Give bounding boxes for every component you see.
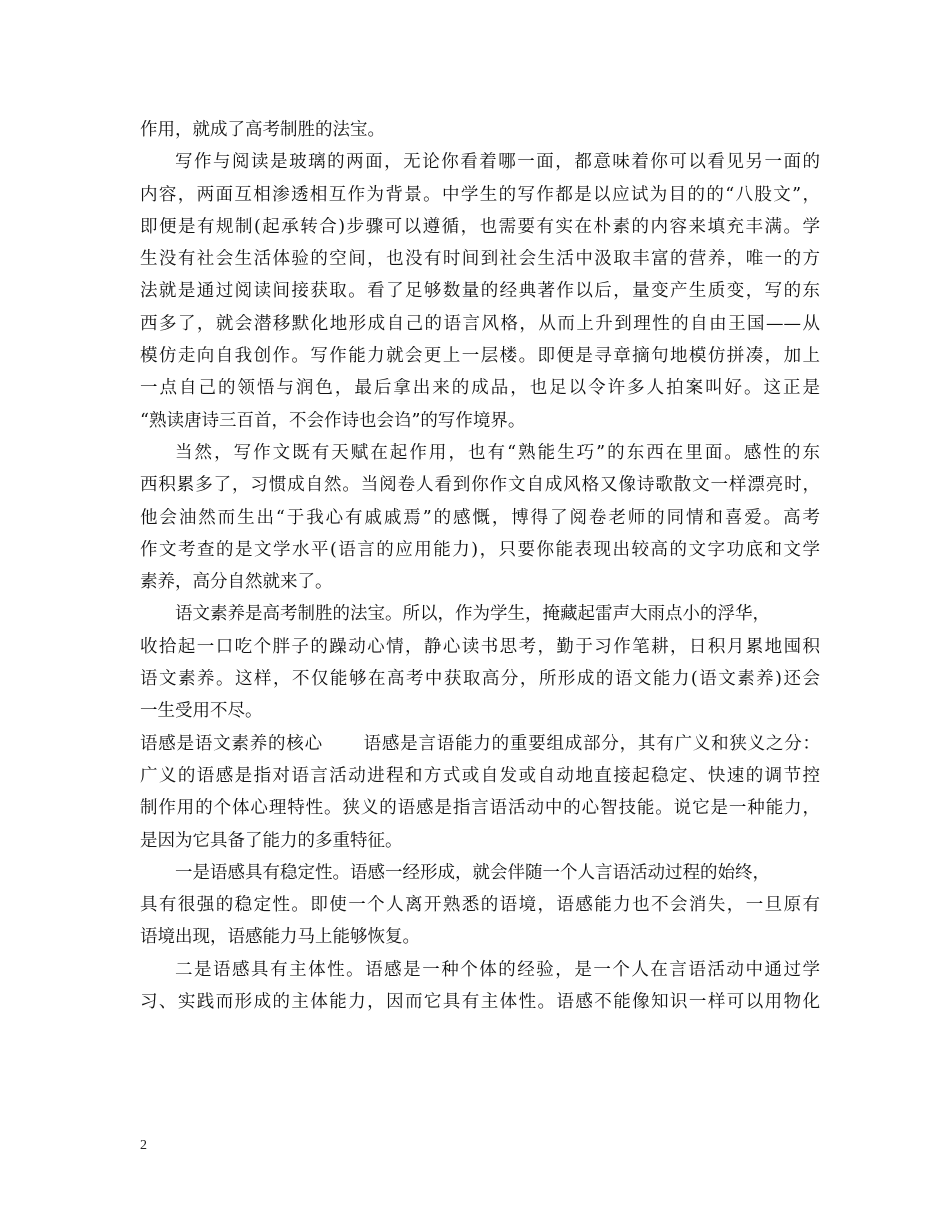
text-line: 写作与阅读是玻璃的两面，无论你看着哪一面，都意味着你可以看见另一面的 [175, 152, 820, 173]
heading-line [140, 728, 820, 760]
text-line: 一是语感具有稳定性。语感一经形成，就会伴随一个人言语活动过程的始终， [175, 862, 770, 883]
text-line: 语境出现，语感能力马上能够恢复。 [140, 927, 420, 948]
text-line: 模仿走向自我创作。写作能力就会更上一层楼。即便是寻章摘句地模仿拼凑，加上 [140, 346, 820, 367]
text-line: 一生受用不尽。 [140, 701, 263, 722]
text-line: 作文考查的是文学水平(语言的应用能力)，只要你能表现出较高的文字功底和文学 [140, 539, 820, 560]
section-heading: 语感是语文素养的核心 [140, 733, 323, 754]
text-line: 当然，写作文既有天赋在起作用，也有“熟能生巧”的东西在里面。感性的东 [175, 442, 820, 463]
text-line: 广义的语感是指对语言活动进程和方式或自发或自动地直接起稳定、快速的调节控 [140, 765, 820, 786]
text-line: 具有很强的稳定性。即使一个人离开熟悉的语境，语感能力也不会消失，一旦原有 [140, 895, 820, 916]
text-line: 制作用的个体心理特性。狭义的语感是指言语活动中的心智技能。说它是一种能力， [140, 798, 820, 819]
text-line: 即便是有规制(起承转合)步骤可以遵循，也需要有实在朴素的内容来填充丰满。学 [140, 216, 820, 237]
text-run: 语感是言语能力的重要组成部分，其有广义和狭义之分： [362, 733, 821, 754]
text-line: 素养，高分自然就来了。 [140, 572, 333, 593]
text-line: 二是语感具有主体性。语感是一种个体的经验，是一个人在言语活动中通过学 [175, 959, 820, 980]
text-line: 生没有社会生活体验的空间，也没有时间到社会生活中汲取丰富的营养，唯一的方 [140, 249, 820, 270]
text-line: “熟读唐诗三百首，不会作诗也会诌”的写作境界。 [140, 410, 526, 431]
text-line: 西积累多了，习惯成自然。当阅卷人看到你作文自成风格又像诗歌散文一样漂亮时， [140, 475, 820, 496]
text-line: 是因为它具备了能力的多重特征。 [140, 830, 403, 851]
text-line: 西多了，就会潜移默化地形成自己的语言风格，从而上升到理性的自由王国——从 [140, 313, 820, 334]
text-line: 作用，就成了高考制胜的法宝。 [140, 120, 385, 140]
text-line: 法就是通过阅读间接获取。看了足够数量的经典著作以后，量变产生质变，写的东 [140, 281, 820, 302]
text-line: 收拾起一口吃个胖子的躁动心情，静心读书思考，勤于习作笔耕，日积月累地囤积 [140, 636, 820, 657]
document-body [140, 114, 820, 1018]
page-number: 2 [140, 1138, 147, 1153]
text-line: 内容，两面互相渗透相互作为背景。中学生的写作都是以应试为目的的“八股文”， [140, 184, 820, 205]
text-line: 习、实践而形成的主体能力，因而它具有主体性。语感不能像知识一样可以用物化 [140, 992, 820, 1013]
text-line: 语文素养是高考制胜的法宝。所以，作为学生，掩藏起雷声大雨点小的浮华， [175, 604, 770, 625]
text-line: 一点自己的领悟与润色，最后拿出来的成品，也足以令许多人拍案叫好。这正是 [140, 378, 820, 399]
text-line: 他会油然而生出“于我心有戚戚焉”的感慨，博得了阅卷老师的同情和喜爱。高考 [140, 507, 820, 528]
text-line: 语文素养。这样，不仅能够在高考中获取高分，所形成的语文能力(语文素养)还会 [140, 669, 820, 690]
